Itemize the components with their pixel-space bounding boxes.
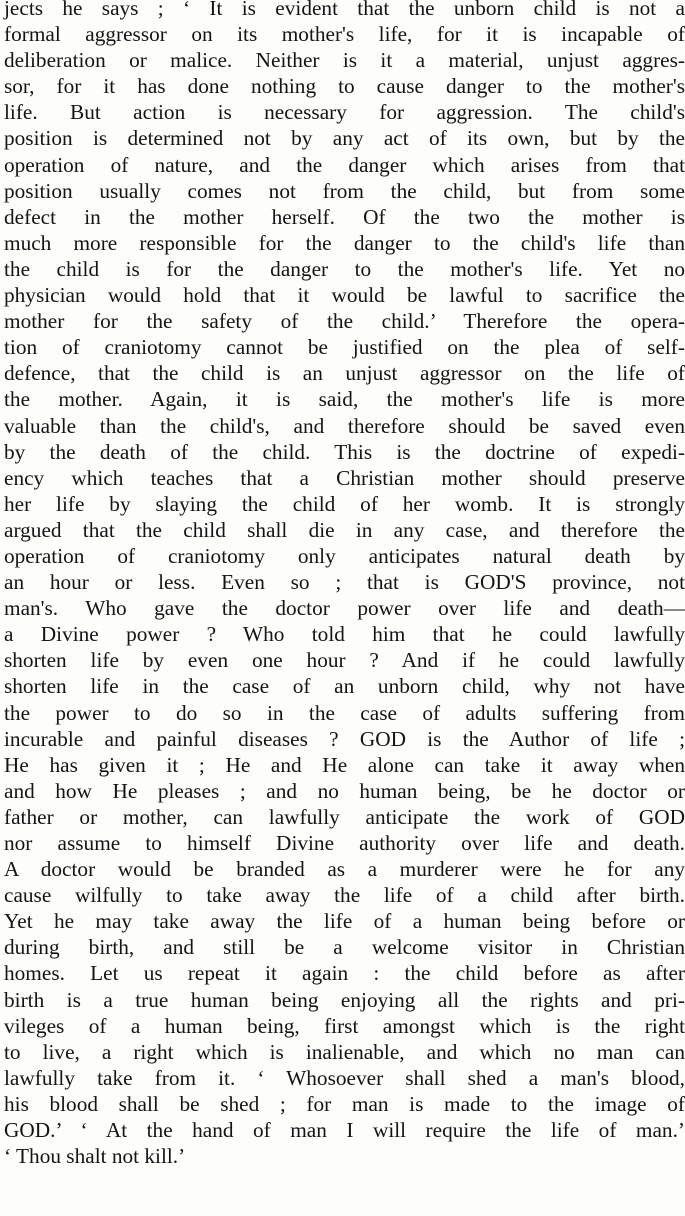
- text-line: nor assume to himself Divine authority over life and death.: [4, 831, 685, 855]
- text-line: homes. Let us repeat it again : the child before as after: [4, 961, 685, 986]
- text-line: deliberation or malice. Neither is it a material, unjust aggres-: [4, 48, 685, 73]
- text-line: and how He pleases ; and no human being, be he doctor or: [4, 778, 685, 803]
- text-line: father or mother, can lawfully anticipate the work of GOD: [4, 804, 685, 829]
- text-line: the mother. Again, it is said, the mother's life is more: [4, 387, 685, 412]
- article-body-text: [4, 0, 685, 1169]
- text-line: to live, a right which is inalienable, and which no man can: [4, 1039, 685, 1064]
- text-line: a Divine power ? Who told him that he could lawfully: [4, 622, 685, 647]
- text-line: operation of craniotomy only anticipates natural death by: [4, 543, 685, 568]
- text-line: vileges of a human being, first amongst which is the right: [4, 1013, 685, 1038]
- text-line: formal aggressor on its mother's life, for it is incapable of: [4, 22, 685, 47]
- text-line: A doctor would be branded as a murderer were he for any: [4, 857, 685, 882]
- text-line: during birth, and still be a welcome visitor in Christian: [4, 935, 685, 960]
- text-line: He has given it ; He and He alone can take it away when: [4, 752, 685, 777]
- text-line: her life by slaying the child of her womb. It is strongly: [4, 491, 685, 516]
- text-line: life. But action is necessary for aggression. The child's: [4, 100, 685, 125]
- text-line: mother for the safety of the child.’ Therefore the opera-: [4, 309, 685, 334]
- text-line: position is determined not by any act of its own, but by the: [4, 126, 685, 151]
- text-line: much more responsible for the danger to the child's life than: [4, 230, 685, 255]
- text-line: valuable than the child's, and therefore should be saved even: [4, 413, 685, 438]
- text-line: his blood shall be shed ; for man is made to the image of: [4, 1091, 685, 1116]
- text-line: incurable and painful diseases ? GOD is the Author of life ;: [4, 726, 685, 751]
- text-line: cause wilfully to take away the life of a child after birth.: [4, 883, 685, 908]
- text-line: defence, that the child is an unjust aggressor on the life of: [4, 361, 685, 386]
- text-line: an hour or less. Even so ; that is GOD'S province, not: [4, 570, 685, 595]
- text-line: the child is for the danger to the mother's life. Yet no: [4, 256, 685, 281]
- text-line: by the death of the child. This is the doctrine of expedi-: [4, 439, 685, 464]
- text-line: shorten life in the case of an unborn child, why not have: [4, 674, 685, 699]
- text-line: operation of nature, and the danger which arises from that: [4, 152, 685, 177]
- text-line: argued that the child shall die in any case, and therefore the: [4, 517, 685, 542]
- text-line: defect in the mother herself. Of the two the mother is: [4, 204, 685, 229]
- text-line: the power to do so in the case of adults suffering from: [4, 700, 685, 725]
- text-line: GOD.’ ‘ At the hand of man I will require the life of man.’: [4, 1118, 685, 1143]
- text-line: Yet he may take away the life of a human being before or: [4, 909, 685, 934]
- text-line: tion of craniotomy cannot be justified on the plea of self-: [4, 335, 685, 360]
- text-line: shorten life by even one hour ? And if he could lawfully: [4, 648, 685, 673]
- text-line: birth is a true human being enjoying all the rights and pri-: [4, 987, 685, 1012]
- text-line: ency which teaches that a Christian mother should preserve: [4, 465, 685, 490]
- text-line: sor, for it has done nothing to cause danger to the mother's: [4, 74, 685, 99]
- text-line: man's. Who gave the doctor power over life and death—: [4, 596, 685, 621]
- text-line: position usually comes not from the child, but from some: [4, 178, 685, 203]
- text-line: jects he says ; ‘ It is evident that the unborn child is not a: [4, 0, 685, 20]
- text-line: lawfully take from it. ‘ Whosoever shall shed a man's blood,: [4, 1065, 685, 1090]
- text-line: physician would hold that it would be lawful to sacrifice the: [4, 283, 685, 308]
- text-line: ‘ Thou shalt not kill.’: [4, 1144, 186, 1169]
